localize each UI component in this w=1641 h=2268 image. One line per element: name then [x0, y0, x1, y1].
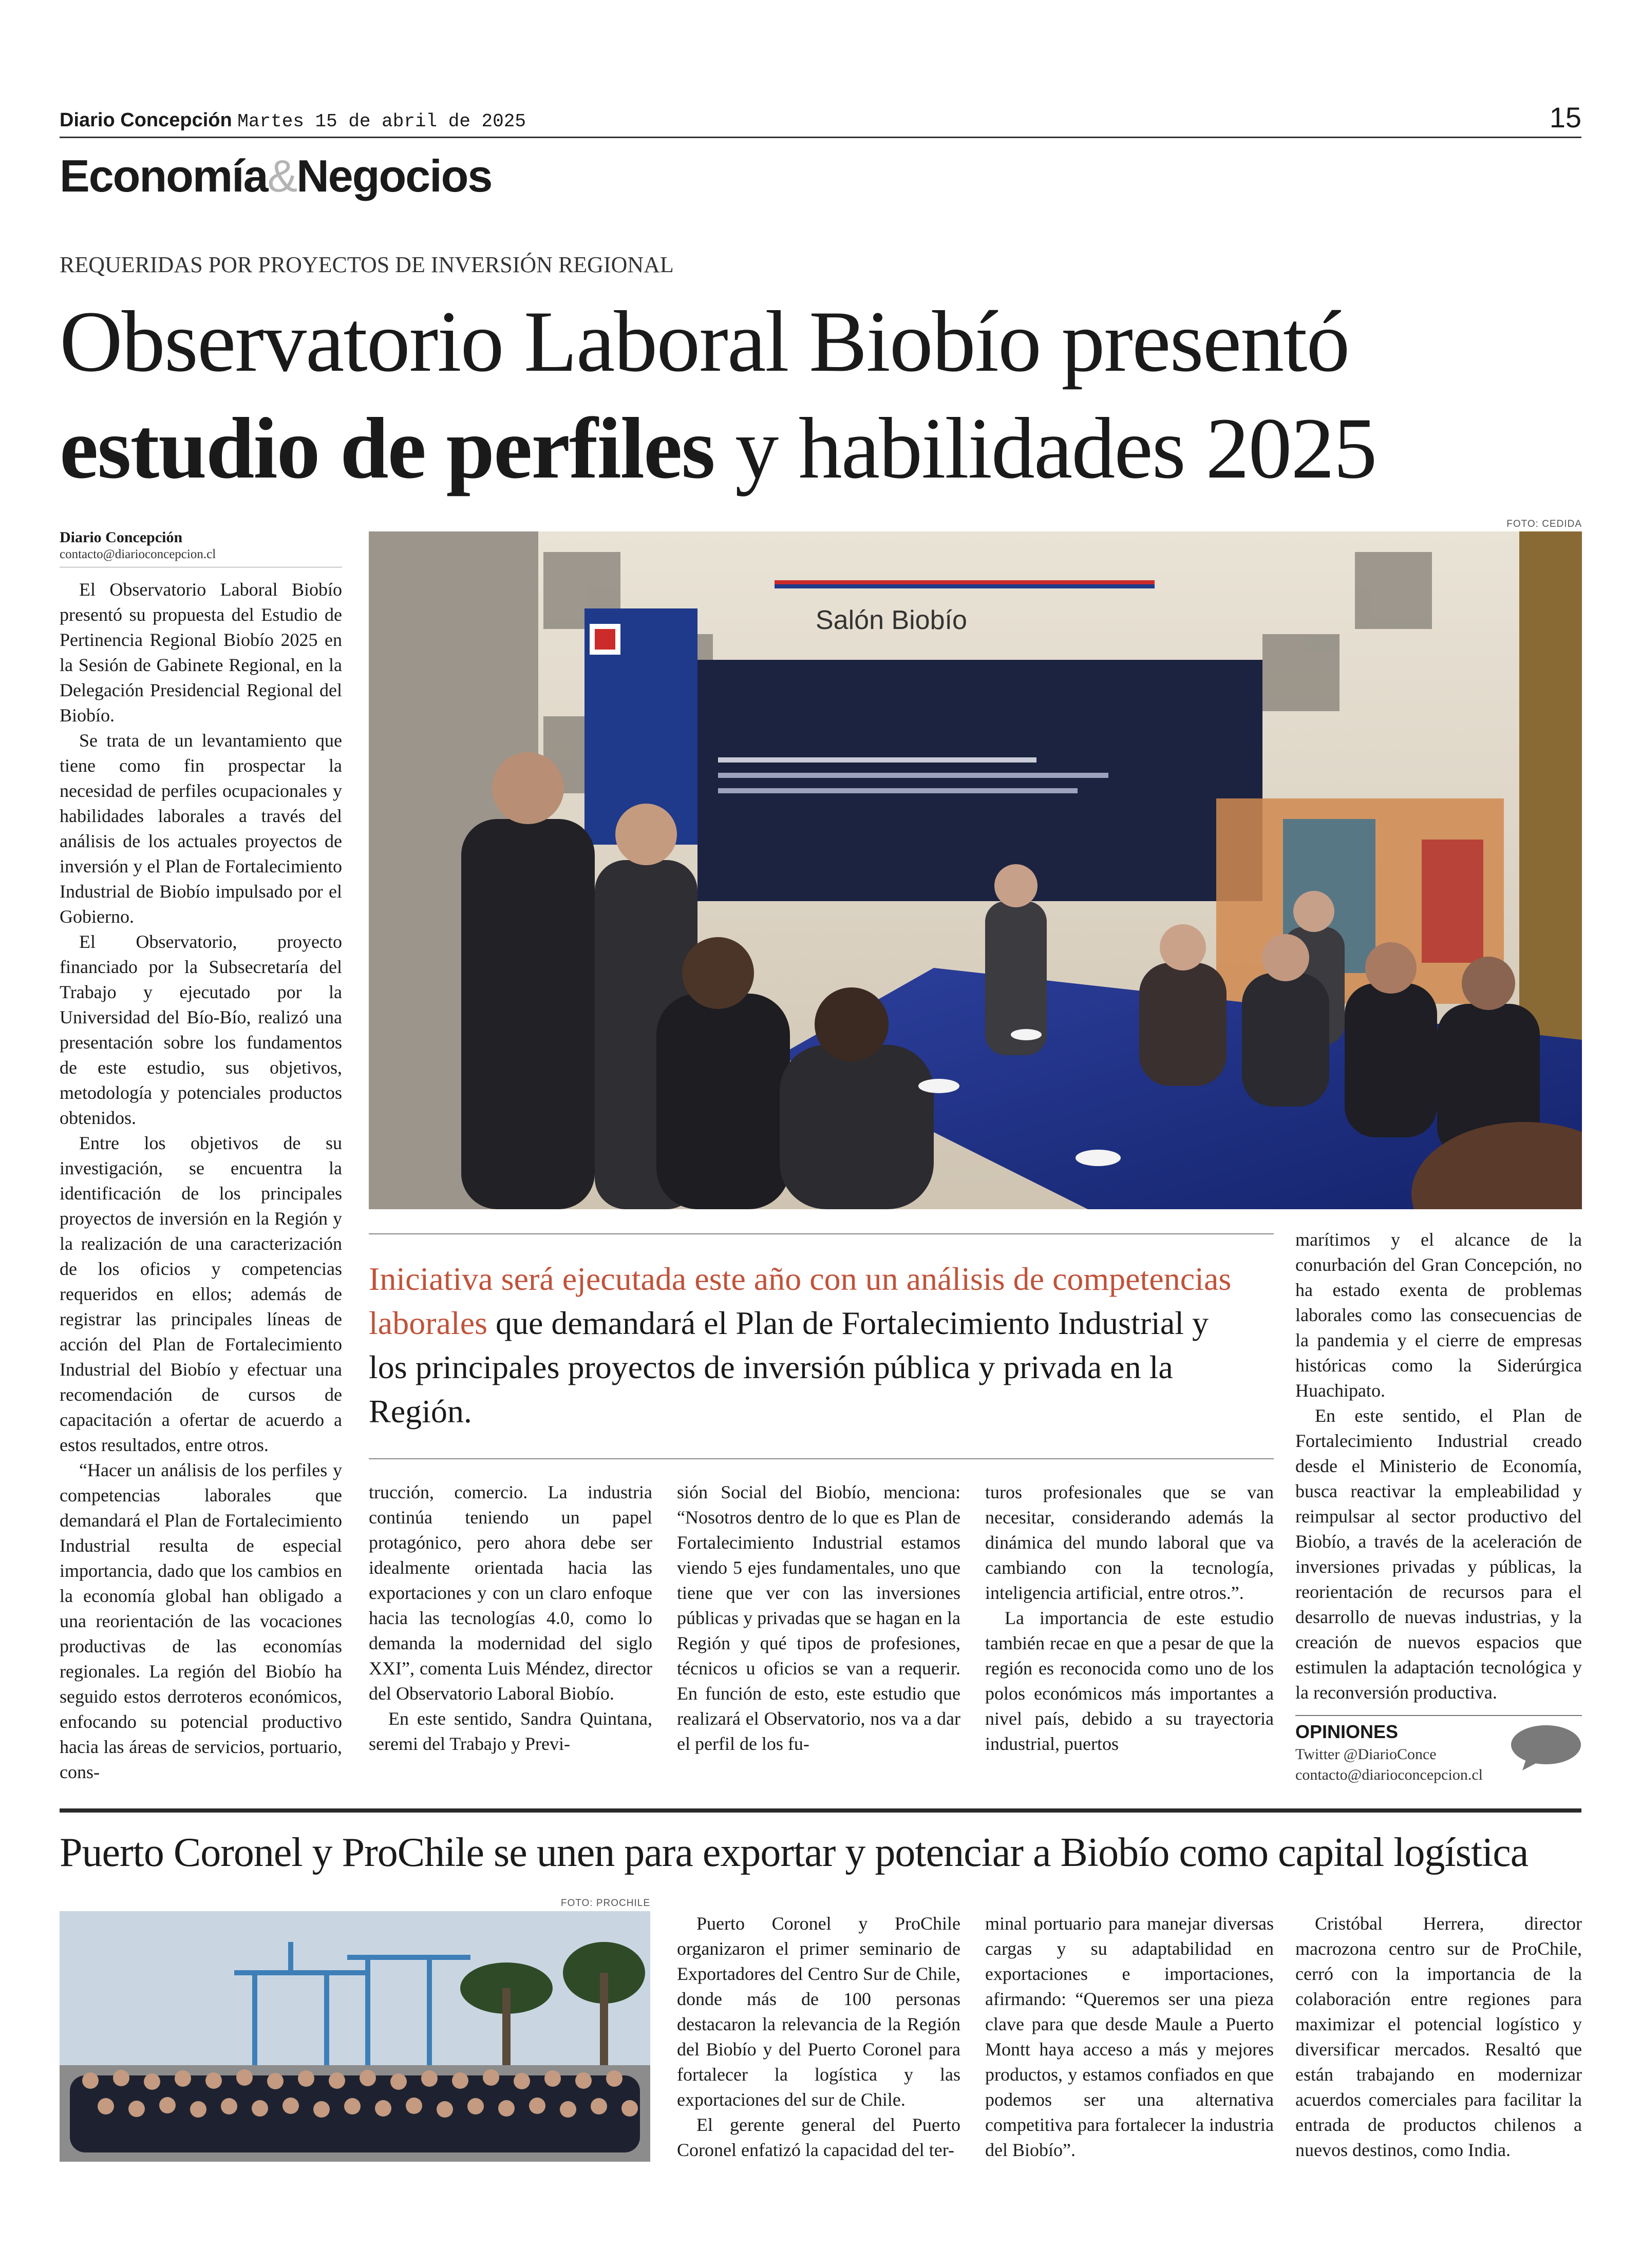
paragraph: Se trata de un levantamiento que tiene como fin prospectar la necesidad de perfiles ocupacionales y habilidades laborales a través del análisis de los actuales proyectos de inversión y el Plan de Fortalecimiento Industrial de Biobío impulsado por el Gobierno. — [60, 730, 342, 927]
paragraph: El Observatorio Laboral Biobío presentó su propuesta del Estudio de Pertinencia Regional Biobío 2025 en la Sesión de Gabinete Regional, en la Delegación Presidencial Regional del Biobío. — [60, 579, 342, 726]
photo-credit: FOTO: CEDIDA — [1506, 519, 1582, 529]
headline-line1: Observatorio Laboral Biobío presentó — [60, 293, 1349, 390]
paragraph: Cristóbal Herrera, director macrozona centro sur de ProChile, cerró con la importancia de la colaboración entre regiones para maximizar el potencial logístico y diversificar mercados. Resaltó que están trabajando en modernizar acuerdos comerciales para facilitar la entrada de productos chilenos a nuevos destinos, como India. — [1295, 1913, 1582, 2160]
main-photo — [369, 531, 1582, 1209]
projection-screen — [697, 660, 1262, 901]
article-separator — [60, 1808, 1581, 1813]
paragraph: Entre los objetivos de su investigación, se encuentra la identificación de los principales proyectos de inversión en la Región y la realización de una caracterización de los oficios y competencias requeridos en ellos; además de registrar las principales líneas de acción del Plan de Fortalecimiento Industrial del Biobío y efectuar una recomendación de cursos de capacitación a ofertar de acuerdo a estos resultados, entre otros. — [60, 1133, 342, 1455]
article-column-3 — [677, 1480, 960, 1757]
paragraph: minal portuario para manejar diversas cargas y su adaptabilidad en exportaciones e importaciones, afirmando: “Queremos ser una pieza clave para que desde Maule a Puerto Montt haya acceso a más y mejores productos, y estamos confiados en que podemos ser una alternativa competitiva para fortalecer la industria del Biobío”. — [985, 1913, 1274, 2160]
pullquote — [369, 1257, 1252, 1434]
article-column-1 — [60, 577, 342, 1785]
paragraph: sión Social del Biobío, menciona: “Nosotros dentro de lo que es Plan de Fortalecimiento Industrial estamos viendo 5 ejes fundamentales, uno que tiene que ver con las inversiones públicas y privadas que se hagan en la Región y qué tipos de profesiones, técnicos u oficios se van a requerir. En función de esto, este estudio que realizará el Observatorio, nos va a dar el perfil de los fu- — [677, 1482, 960, 1754]
paragraph: “Hacer un análisis de los perfiles y competencias laborales que demandará el Plan de Fortalecimiento Industrial resulta de especial importancia, dado que los cambios en la economía global han obligado a una reorientación de las vocaciones productivas de las economías regionales. La región del Biobío ha seguido estos derroteros económicos, enfocando su potencial productivo hacia las áreas de servicios, portuario, cons- — [60, 1460, 342, 1782]
article-column-4 — [985, 1480, 1274, 1757]
paragraph: marítimos y el alcance de la conurbación del Gran Concepción, no ha estado exenta de problemas laborales como las consecuencias de la pandemia y el cierre de empresas históricas como la Siderúrgica Huachipato. — [1295, 1229, 1582, 1401]
section-title-negocios: Negocios — [296, 150, 492, 201]
port-group-photo-illustration — [60, 1911, 650, 2162]
header-rule — [60, 137, 1581, 138]
page-number: 15 — [1549, 101, 1581, 134]
paper-name: Diario Concepción — [60, 109, 232, 131]
pullquote-highlight: Iniciativa será ejecutada este año con un análisis de competencias laborales — [369, 1261, 1232, 1341]
paragraph: En este sentido, Sandra Quintana, seremi del Trabajo y Previ- — [369, 1708, 652, 1754]
article-column-2 — [369, 1480, 652, 1757]
masthead-line — [60, 109, 526, 132]
opinion-title: OPINIONES — [1295, 1721, 1399, 1742]
article-column-5 — [1295, 1227, 1582, 1705]
paragraph: turos profesionales que se van necesitar, considerando además la dinámica del mundo laboral que va cambiando con la tecnología, inteligencia artificial, entre otros.”. — [985, 1482, 1274, 1603]
paragraph: La importancia de este estudio también recae en que a pesar de que la región es reconocida como uno de los polos económicos más importantes a nivel país, debido a su trayectoria industrial, puertos — [985, 1608, 1274, 1754]
section-ampersand: & — [267, 150, 297, 201]
issue-date: Martes 15 de abril de 2025 — [237, 111, 526, 132]
byline-email: contacto@diarioconcepcion.cl — [60, 547, 216, 561]
speech-bubble-icon — [1510, 1724, 1582, 1770]
second-photo — [60, 1911, 650, 2162]
pullquote-rest: que demandará el Plan de Fortalecimiento Industrial y los principales proyectos de inversión pública y privada en la Región. — [369, 1305, 1209, 1430]
opinion-twitter: Twitter @DiarioConce — [1295, 1746, 1437, 1763]
opinion-rule — [1295, 1715, 1582, 1716]
byline-name: Diario Concepción — [60, 529, 183, 546]
section-title-economia: Economía — [60, 150, 268, 201]
second-headline: Puerto Coronel y ProChile se unen para exportar y potenciar a Biobío como capital logística — [60, 1830, 1529, 1875]
opinion-email: contacto@diarioconcepcion.cl — [1295, 1766, 1483, 1783]
paragraph: En este sentido, el Plan de Fortalecimiento Industrial creado desde el Ministerio de Economía, busca reactivar la empleabilidad y reimpulsar al sector productivo del Biobío, a través de la aceleración de inversiones privadas y públicas, la reorientación de recursos para el desarrollo de nuevas industrias, y la creación de nuevos espacios que estimulen la adaptación tecnológica y la reconversión productiva. — [1295, 1405, 1582, 1703]
pullquote-bottom-rule — [369, 1458, 1274, 1459]
second-column-3 — [1295, 1911, 1582, 2163]
pullquote-top-rule — [369, 1233, 1274, 1234]
meeting-photo-illustration — [369, 531, 1582, 1209]
headline-rest: y habilidades 2025 — [714, 400, 1376, 497]
second-photo-credit: FOTO: PROCHILE — [560, 1898, 650, 1909]
paragraph: trucción, comercio. La industria continúa teniendo un papel protagónico, pero ahora debe ser idealmente orientada hacia las exportaciones y con un claro enfoque hacia las tecnologías 4.0, como lo demanda la modernidad del siglo XXI”, comenta Luis Méndez, director del Observatorio Laboral Biobío. — [369, 1482, 652, 1704]
headline-line2 — [60, 399, 1376, 497]
second-column-1 — [677, 1911, 960, 2163]
paragraph: El gerente general del Puerto Coronel enfatizó la capacidad del ter- — [677, 2114, 960, 2160]
second-column-2 — [985, 1911, 1274, 2163]
headline-bold: estudio de perfiles — [60, 400, 714, 497]
section-title — [60, 150, 492, 202]
paragraph: El Observatorio, proyecto financiado por la Subsecretaría del Trabajo y ejecutado por la Universidad del Bío-Bío, realizó una presentación sobre los fundamentos de este estudio, sus objetivos, metodología y potenciales productos obtenidos. — [60, 931, 342, 1128]
paragraph: Puerto Coronel y ProChile organizaron el primer seminario de Exportadores del Centro Sur de Chile, donde más de 100 personas destacaron la relevancia de la Región del Biobío y del Puerto Coronel para fortalecer la logística y las exportaciones del sur de Chile. — [677, 1913, 960, 2110]
article-kicker: REQUERIDAS POR PROYECTOS DE INVERSIÓN REGIONAL — [60, 252, 674, 277]
screen-room-title: Salón Biobío — [816, 605, 967, 635]
